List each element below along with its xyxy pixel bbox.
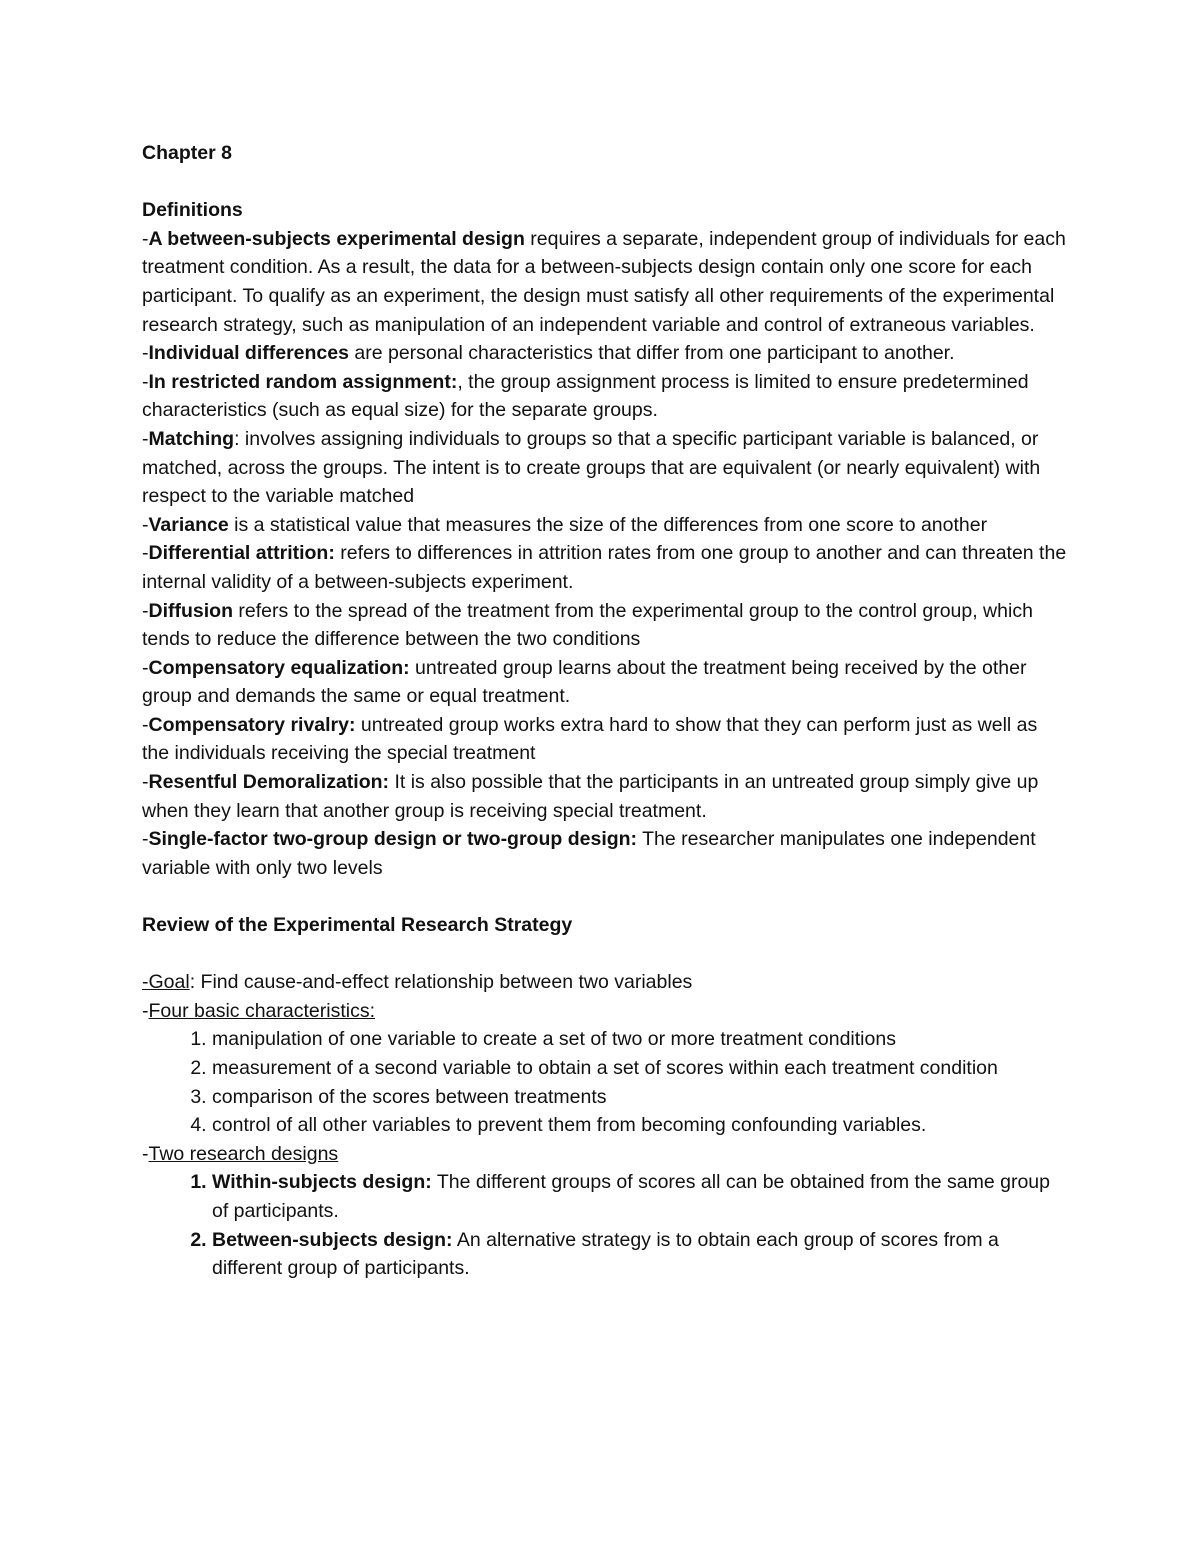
definition-term: Matching xyxy=(148,427,235,450)
definition-item xyxy=(142,425,1067,511)
list-item xyxy=(212,1168,1067,1225)
definition-term: Resentful Demoralization: xyxy=(148,771,390,794)
characteristics-prefix: - xyxy=(142,999,149,1022)
definition-item xyxy=(142,511,1067,540)
spacer xyxy=(142,168,1067,197)
designs-list xyxy=(142,1168,1067,1282)
list-item: 1. manipulation of one variable to create a set of two or more treatment conditions xyxy=(212,1025,1067,1054)
definition-item xyxy=(142,225,1067,339)
definition-prefix: - xyxy=(142,342,149,365)
design-term: Between-subjects design: xyxy=(212,1228,453,1251)
definition-prefix: - xyxy=(142,828,149,851)
definition-prefix: - xyxy=(142,656,149,679)
designs-label-line xyxy=(142,1140,1067,1169)
definition-text: The researcher manipulates one independent variable with only two levels xyxy=(142,828,1036,879)
definition-text: are personal characteristics that differ from one participant to another. xyxy=(348,342,955,365)
definition-item xyxy=(142,825,1067,882)
definition-prefix: - xyxy=(142,513,149,536)
document-page xyxy=(142,139,1067,1283)
review-heading: Review of the Experimental Research Strategy xyxy=(142,914,573,937)
goal-text: : Find cause-and-effect relationship between two variables xyxy=(189,971,693,994)
list-item: 2. measurement of a second variable to obtain a set of scores within each treatment condition xyxy=(212,1054,1067,1083)
goal-label: Goal xyxy=(148,971,190,994)
definitions-list xyxy=(142,225,1067,883)
definition-prefix: - xyxy=(142,427,149,450)
definition-term: A between-subjects experimental design xyxy=(148,227,525,250)
definition-text: untreated group learns about the treatment being received by the other group and demands the same or equal treatment. xyxy=(142,656,1027,708)
definition-text: refers to the spread of the treatment from the experimental group to the control group, which tends to reduce the difference between the two conditions xyxy=(142,599,1033,651)
list-item: 4. control of all other variables to prevent them from becoming confounding variables. xyxy=(212,1111,1067,1140)
definition-term: Compensatory rivalry: xyxy=(148,713,356,736)
definition-text: untreated group works extra hard to show that they can perform just as well as the individuals receiving the special treatment xyxy=(142,713,1038,765)
definition-item xyxy=(142,339,1067,368)
definition-term: Individual differences xyxy=(148,342,349,365)
characteristics-list xyxy=(142,1025,1067,1139)
definition-text: , the group assignment process is limited to ensure predetermined characteristics (such as equal size) for the separate groups. xyxy=(142,370,1029,422)
definition-text: : involves assigning individuals to groups so that a specific participant variable is balanced, or matched, across the groups. The intent is to create groups that are equivalent (or nearly equivalent) with respect to the variable matched xyxy=(142,427,1041,508)
designs-label: Two research designs xyxy=(148,1142,339,1165)
goal-prefix: - xyxy=(142,971,149,994)
definition-text: is a statistical value that measures the size of the differences from one score to another xyxy=(228,513,988,536)
characteristics-label: Four basic characteristics: xyxy=(148,999,375,1022)
list-item xyxy=(212,1226,1067,1283)
definition-prefix: - xyxy=(142,713,149,736)
characteristics-label-line xyxy=(142,997,1067,1026)
definition-item xyxy=(142,654,1067,711)
designs-prefix: - xyxy=(142,1142,149,1165)
definition-term: Single-factor two-group design or two-group design: xyxy=(148,828,638,851)
design-text: An alternative strategy is to obtain each group of scores from a different group of participants. xyxy=(212,1228,999,1280)
spacer xyxy=(142,882,1067,911)
goal-line xyxy=(142,968,1067,997)
definition-prefix: - xyxy=(142,542,149,565)
definition-term: Variance xyxy=(148,513,229,536)
definition-item xyxy=(142,768,1067,825)
definition-item xyxy=(142,539,1067,596)
definitions-heading: Definitions xyxy=(142,199,243,222)
definition-prefix: - xyxy=(142,599,149,622)
definition-term: In restricted random assignment: xyxy=(148,370,458,393)
definition-term: Diffusion xyxy=(148,599,233,622)
definition-prefix: - xyxy=(142,370,149,393)
definition-prefix: - xyxy=(142,771,149,794)
definition-prefix: - xyxy=(142,227,149,250)
spacer xyxy=(142,940,1067,969)
list-item: 3. comparison of the scores between treatments xyxy=(212,1083,1067,1112)
definition-text: refers to differences in attrition rates from one group to another and can threaten the internal validity of a between-subjects experiment. xyxy=(142,542,1067,593)
design-term: Within-subjects design: xyxy=(212,1171,432,1194)
definition-text: It is also possible that the participants in an untreated group simply give up when they learn that another group is receiving special treatment. xyxy=(142,771,1039,822)
definition-text: requires a separate, independent group of individuals for each treatment condition. As a result, the data for a between-subjects design contain only one score for each participant. To qualify as an experiment, the design must satisfy all other requirements of the experimental research strategy, such as manipulation of an independent variable and control of extraneous variables. xyxy=(142,227,1066,336)
definition-item xyxy=(142,597,1067,654)
definition-item xyxy=(142,711,1067,768)
design-text: The different groups of scores all can be obtained from the same group of participants. xyxy=(212,1171,1050,1222)
definition-term: Compensatory equalization: xyxy=(148,656,410,679)
chapter-title: Chapter 8 xyxy=(142,142,232,164)
definition-term: Differential attrition: xyxy=(148,542,335,565)
definition-item xyxy=(142,368,1067,425)
